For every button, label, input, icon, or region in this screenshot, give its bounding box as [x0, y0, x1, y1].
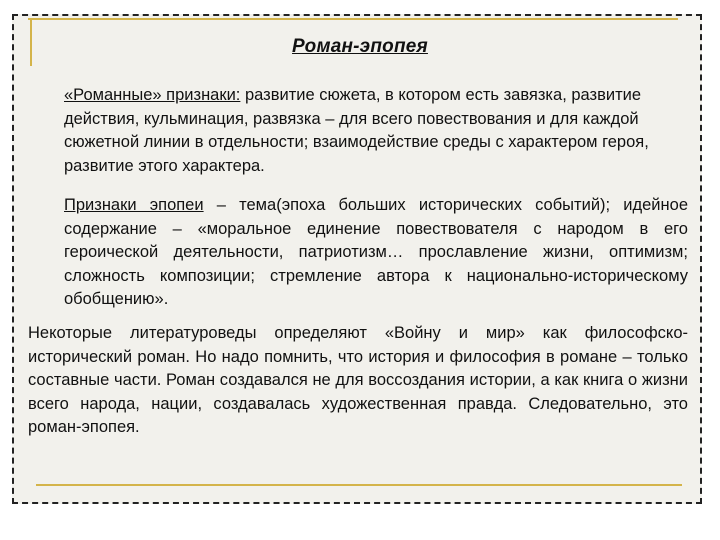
epic-signs-text: – тема(эпоха больших исторических событий); идейное содержание – «моральное единение повествователя с народом в его героической деятельности, патриотизм… прославление жизни, оптимизм; сложность композиции; стремление автора к национально-историческому обобщению». — [64, 196, 688, 308]
conclusion-paragraph: Некоторые литературоведы определяют «Войну и мир» как философско-исторический роман. Но надо помнить, что история и философия в романе – только составные части. Роман создавался не для воссоздания истории, а как книга о жизни всего народа, нации, создавалась художественная правда. Следовательно, это роман-эпопея. — [28, 324, 688, 436]
epic-signs-paragraph — [64, 194, 688, 312]
novel-signs-text: развитие сюжета, в котором есть завязка, развитие действия, кульминация, развязка – для всего повествования и для каждой сюжетной линии в отдельности; взаимодействие среды с характером героя, развитие этого характера. — [64, 86, 649, 175]
novel-signs-paragraph — [64, 84, 684, 178]
gold-rule-top — [28, 18, 678, 20]
gold-rule-bottom — [36, 484, 682, 486]
epic-signs-label: Признаки эпопеи — [64, 196, 204, 214]
slide-title: Роман-эпопея — [292, 36, 428, 57]
novel-signs-label: «Романные» признаки: — [64, 86, 241, 104]
